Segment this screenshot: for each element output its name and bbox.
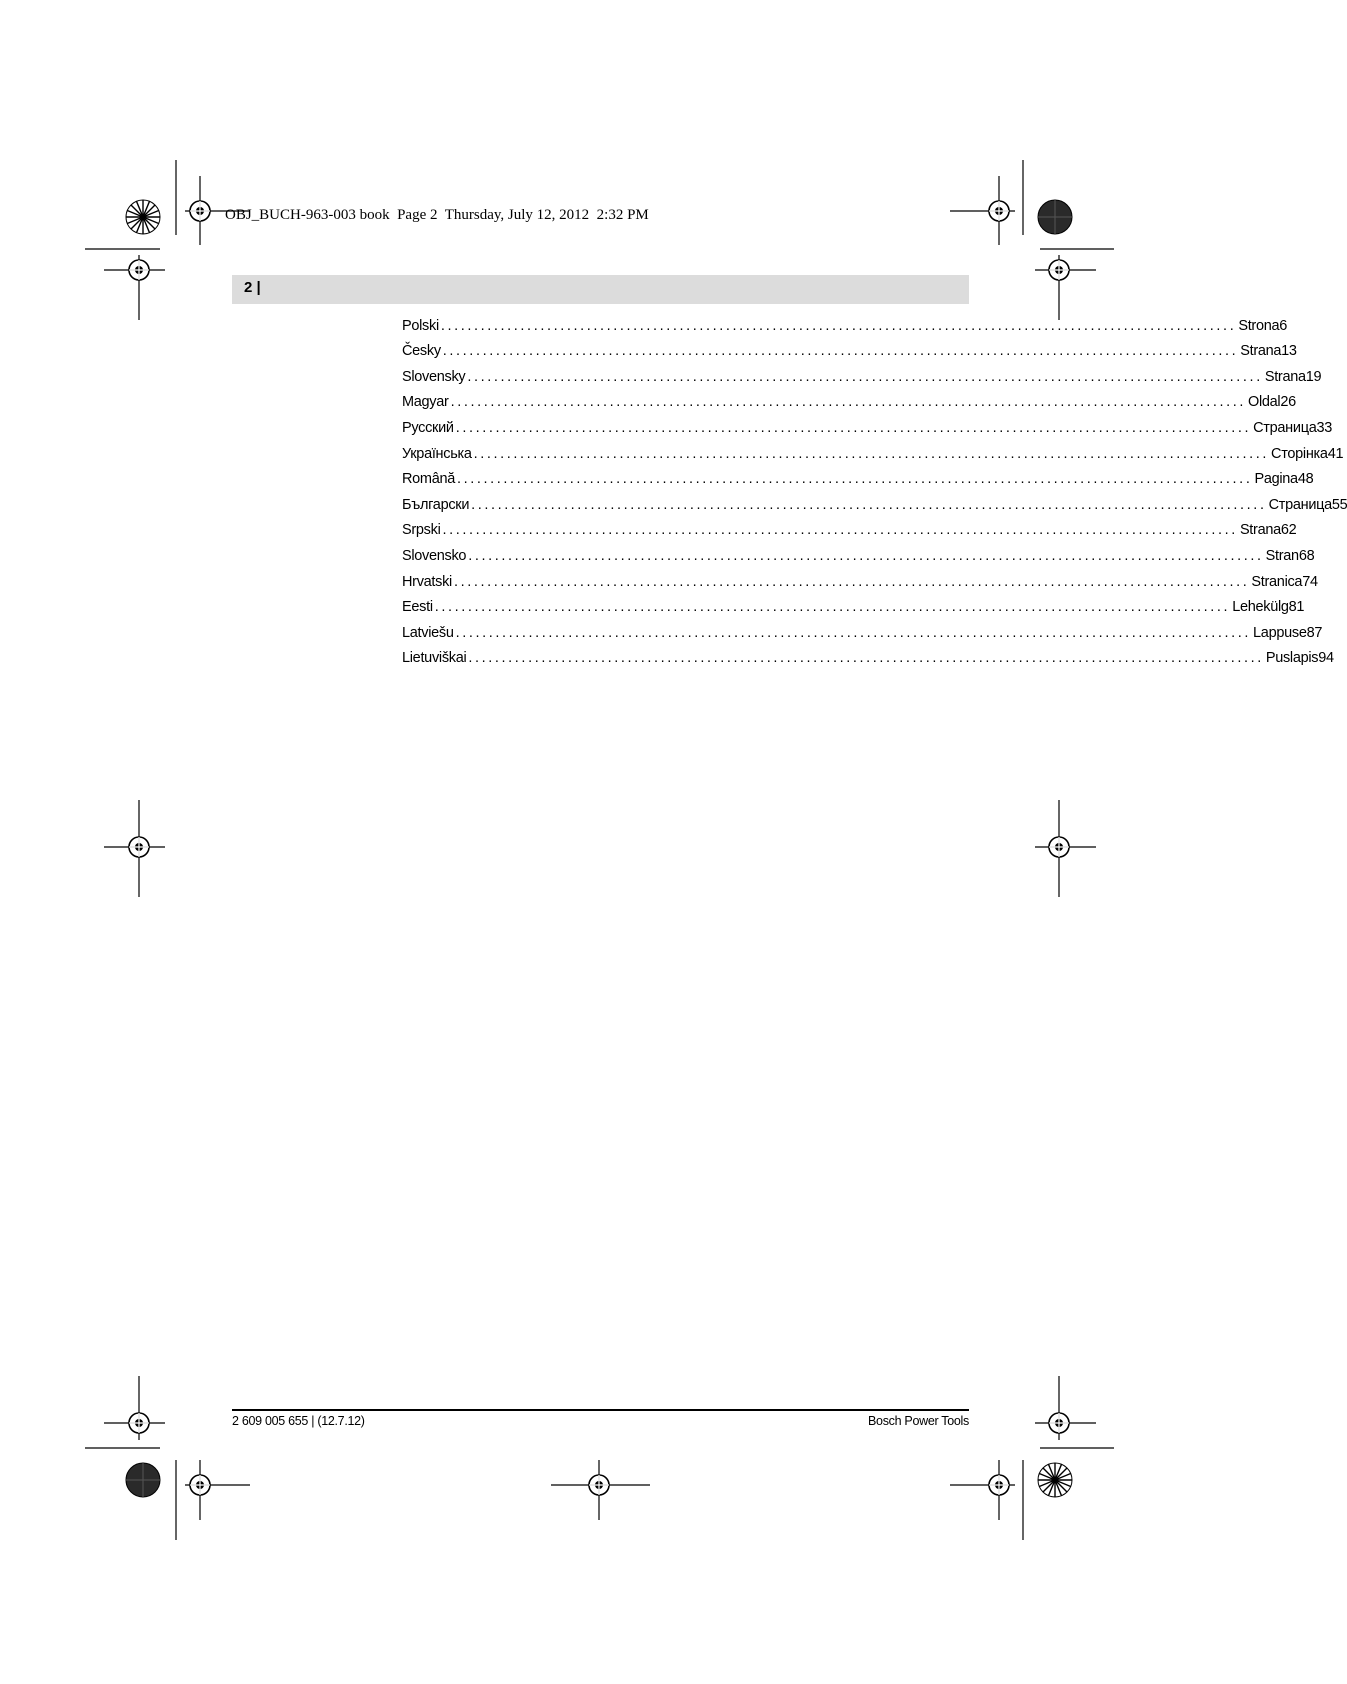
toc-page-word: Strona <box>1238 317 1280 334</box>
document-number: 2 609 005 655 | (12.7.12) <box>232 1414 365 1428</box>
toc-language: Srpski <box>402 522 441 539</box>
toc-page-word: Lappuse <box>1253 624 1307 641</box>
toc-language: Slovensky <box>402 368 466 385</box>
toc-entry[interactable] <box>402 641 1334 667</box>
toc-page-word: Страница <box>1253 419 1317 436</box>
toc-entry[interactable] <box>402 334 1297 360</box>
toc-page-word: Pagina <box>1254 471 1298 488</box>
toc-leader-dots: ........................................................................................................................ <box>455 419 1252 436</box>
toc-entry[interactable] <box>402 308 1288 334</box>
toc-page-word: Strana <box>1239 522 1281 539</box>
toc-page-number: 81 <box>1288 599 1305 616</box>
toc-leader-dots: ........................................................................................................................ <box>455 624 1252 641</box>
toc-page-word: Strana <box>1264 368 1306 385</box>
toc-page-word: Stranica <box>1251 573 1303 590</box>
toc-leader-dots: ........................................................................................................................ <box>434 599 1231 616</box>
toc-page-word: Oldal <box>1248 394 1281 411</box>
toc-page-number: 19 <box>1305 368 1322 385</box>
toc-page-number: 13 <box>1281 343 1297 360</box>
toc-leader-dots: ........................................................................................................................ <box>442 343 1239 360</box>
toc-page-word: Puslapis <box>1265 650 1319 667</box>
toc-page-word: Lehekülg <box>1232 599 1289 616</box>
toc-language: Русский <box>402 419 454 436</box>
toc-entry[interactable] <box>402 590 1305 616</box>
page-header-band <box>232 275 969 304</box>
toc-language: Română <box>402 471 456 488</box>
toc-page-number: 48 <box>1297 471 1314 488</box>
toc-entry[interactable] <box>402 615 1323 641</box>
toc-page-number: 41 <box>1327 445 1344 462</box>
toc-leader-dots: ........................................................................................................................ <box>468 547 1264 564</box>
toc-leader-dots: ........................................................................................................................ <box>473 445 1270 462</box>
toc-entry[interactable] <box>402 564 1318 590</box>
toc-entry[interactable] <box>402 462 1314 488</box>
toc-leader-dots: ........................................................................................................................ <box>453 573 1250 590</box>
toc-page-number: 62 <box>1280 522 1297 539</box>
toc-entry[interactable] <box>402 487 1347 513</box>
toc-leader-dots: ........................................................................................................................ <box>440 317 1237 334</box>
print-file-info: OBJ_BUCH-963-003 book Page 2 Thursday, July 12, 2012 2:32 PM <box>225 207 649 223</box>
toc-language: Lietuviškai <box>402 650 467 667</box>
toc-page-number: 33 <box>1316 419 1332 436</box>
toc-entry[interactable] <box>402 513 1297 539</box>
toc-page-number: 6 <box>1279 317 1288 334</box>
toc-entry[interactable] <box>402 385 1296 411</box>
toc-entry[interactable] <box>402 410 1332 436</box>
toc-language: Hrvatski <box>402 573 452 590</box>
toc-page-word: Strana <box>1240 343 1282 360</box>
footer-rule <box>232 1409 969 1411</box>
toc-language: Українська <box>402 445 472 462</box>
toc-page-word: Сторінка <box>1271 445 1328 462</box>
toc-language: Български <box>402 496 470 513</box>
toc-page-number: 26 <box>1280 394 1296 411</box>
toc-language: Eesti <box>402 599 433 616</box>
toc-leader-dots: ........................................................................................................................ <box>442 522 1238 539</box>
toc-entry[interactable] <box>402 359 1322 385</box>
toc-page-word: Stran <box>1265 547 1299 564</box>
table-of-contents <box>402 308 1347 667</box>
toc-language: Polski <box>402 317 439 334</box>
toc-leader-dots: ........................................................................................................................ <box>450 394 1246 411</box>
toc-leader-dots: ........................................................................................................................ <box>457 471 1253 488</box>
toc-page-number: 94 <box>1318 650 1334 667</box>
toc-page-word: Страница <box>1268 496 1332 513</box>
toc-page-number: 68 <box>1298 547 1315 564</box>
toc-entry[interactable] <box>402 538 1315 564</box>
toc-entry[interactable] <box>402 436 1344 462</box>
toc-language: Magyar <box>402 394 449 411</box>
toc-page-number: 87 <box>1306 624 1323 641</box>
brand-name: Bosch Power Tools <box>868 1414 969 1428</box>
toc-page-number: 74 <box>1302 573 1318 590</box>
page-number: 2 | <box>244 279 261 296</box>
toc-leader-dots: ........................................................................................................................ <box>467 368 1263 385</box>
toc-page-number: 55 <box>1331 496 1347 513</box>
toc-leader-dots: ........................................................................................................................ <box>471 496 1267 513</box>
toc-language: Česky <box>402 343 441 360</box>
toc-leader-dots: ........................................................................................................................ <box>468 650 1264 667</box>
toc-language: Latviešu <box>402 624 454 641</box>
toc-language: Slovensko <box>402 547 467 564</box>
